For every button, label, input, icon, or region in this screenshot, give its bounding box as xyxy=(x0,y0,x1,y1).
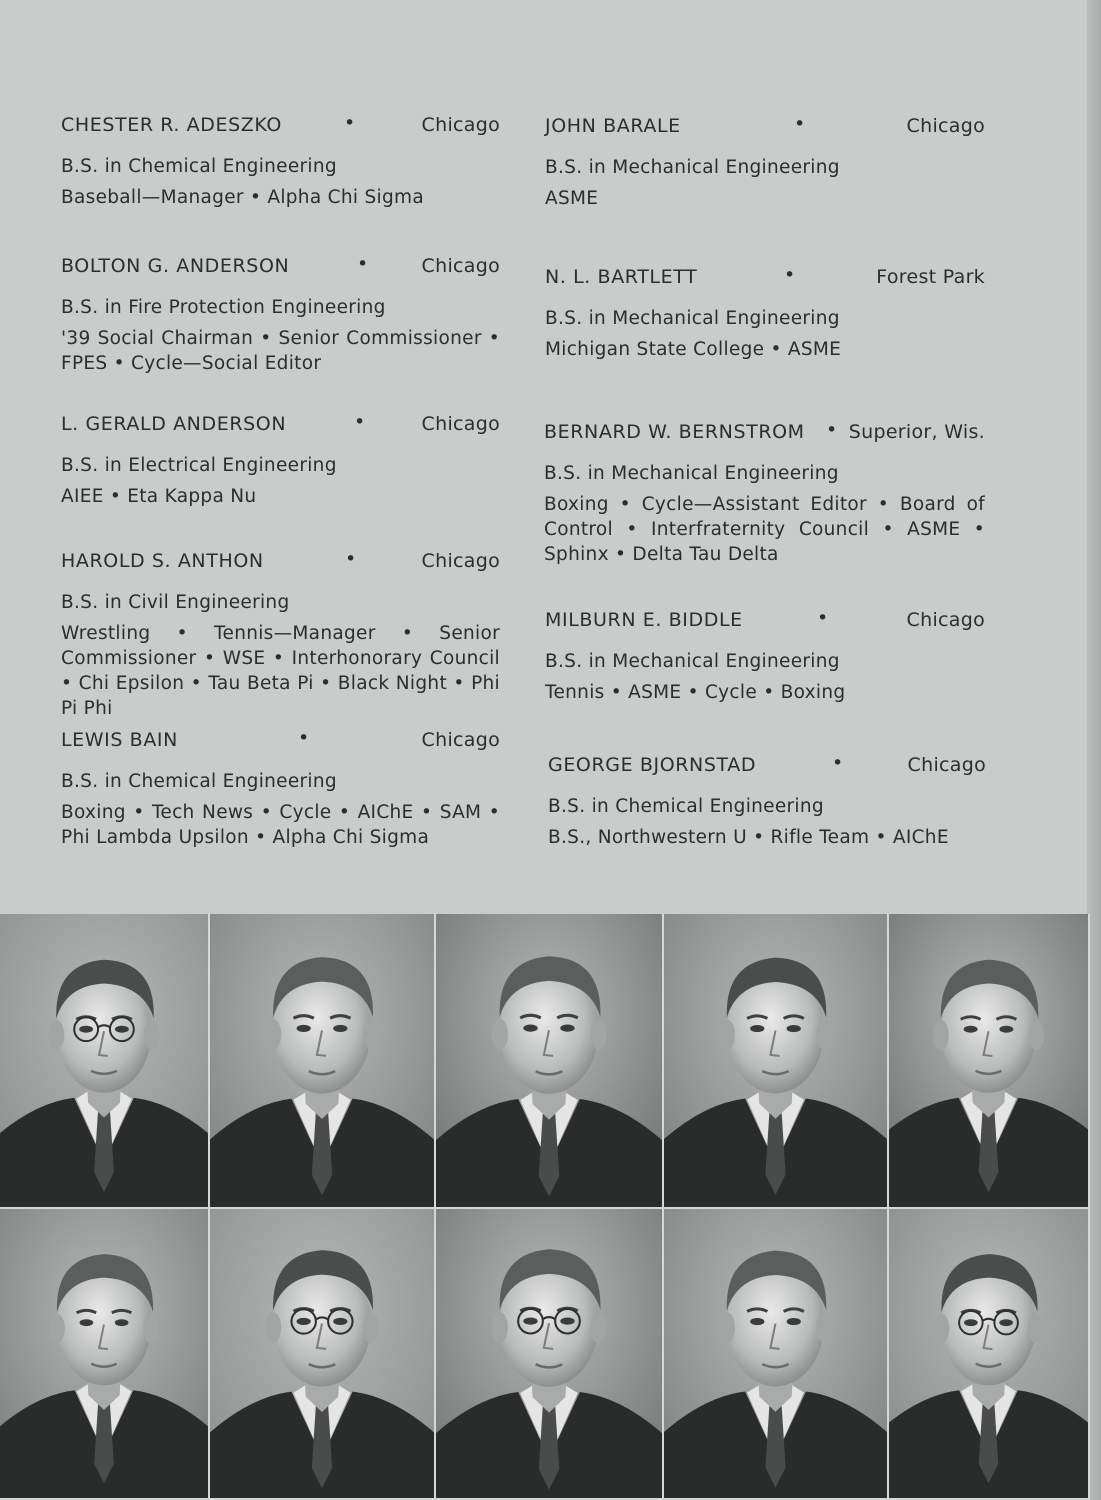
entry-activities: '39 Social Chairman • Senior Commissioner • FPES • Cycle—Social Editor xyxy=(61,328,500,374)
entry-anthon xyxy=(61,550,500,721)
separator-dot: • xyxy=(817,607,829,629)
entry-name: HAROLD S. ANTHON xyxy=(61,550,264,572)
entry-city: Chicago xyxy=(421,729,500,751)
portrait-photo xyxy=(436,914,664,1209)
entry-activities: B.S., Northwestern U • Rifle Team • AIChE xyxy=(548,827,949,848)
entry-city: Forest Park xyxy=(876,266,985,288)
entry-degree: B.S. in Mechanical Engineering xyxy=(544,463,839,484)
portrait-photo xyxy=(889,914,1090,1209)
entry-degree: B.S. in Fire Protection Engineering xyxy=(61,297,386,318)
entry-bjornstad xyxy=(548,754,986,850)
separator-dot: • xyxy=(344,112,356,134)
entry-name: L. GERALD ANDERSON xyxy=(61,413,287,435)
entry-name: BERNARD W. BERNSTROM xyxy=(544,421,805,443)
entry-degree: B.S. in Electrical Engineering xyxy=(61,455,337,476)
portrait-silhouette xyxy=(0,1209,208,1498)
entry-activities: Tennis • ASME • Cycle • Boxing xyxy=(545,682,846,703)
separator-dot: • xyxy=(794,113,806,135)
portrait-silhouette xyxy=(436,914,662,1207)
entry-name: LEWIS BAIN xyxy=(61,729,178,751)
separator-dot: • xyxy=(832,752,844,774)
separator-dot: • xyxy=(784,264,796,286)
entry-degree: B.S. in Mechanical Engineering xyxy=(545,651,840,672)
portrait-photo xyxy=(664,1209,889,1500)
entry-activities: Wrestling • Tennis—Manager • Senior Commissioner • WSE • Interhonorary Council • Chi Epsilon • Tau Beta Pi • Black Night • Phi Pi Phi xyxy=(61,623,500,719)
portrait-silhouette xyxy=(664,1209,887,1498)
separator-dot: • xyxy=(298,727,310,749)
entry-name: BOLTON G. ANDERSON xyxy=(61,255,290,277)
entry-bernstrom xyxy=(544,421,985,567)
portrait-photo xyxy=(210,1209,436,1500)
entry-city: Chicago xyxy=(421,413,500,435)
entry-city: Chicago xyxy=(421,255,500,277)
entry-city: Chicago xyxy=(906,609,985,631)
portrait-silhouette xyxy=(210,1209,434,1498)
entry-activities: Baseball—Manager • Alpha Chi Sigma xyxy=(61,187,425,208)
portrait-silhouette xyxy=(889,914,1088,1207)
entry-name: CHESTER R. ADESZKO xyxy=(61,114,282,136)
entry-gerald-anderson xyxy=(61,413,500,509)
entry-degree: B.S. in Chemical Engineering xyxy=(61,771,337,792)
entry-bartlett xyxy=(545,266,985,362)
portrait-silhouette xyxy=(0,914,208,1207)
portrait-grid xyxy=(0,914,1090,1500)
entry-city: Chicago xyxy=(907,754,986,776)
entry-activities: ASME xyxy=(545,188,599,209)
entry-degree: B.S. in Civil Engineering xyxy=(61,592,290,613)
entry-activities: AIEE • Eta Kappa Nu xyxy=(61,486,257,507)
separator-dot: • xyxy=(354,411,366,433)
entry-activities: Boxing • Cycle—Assistant Editor • Board of Control • Interfraternity Council • ASME • Sphinx • Delta Tau Delta xyxy=(544,494,985,565)
entry-city: Chicago xyxy=(906,115,985,137)
separator-dot: • xyxy=(826,419,838,441)
entry-bolton-anderson xyxy=(61,255,500,376)
portrait-silhouette xyxy=(436,1209,662,1498)
entry-name: N. L. BARTLETT xyxy=(545,266,698,288)
portrait-photo xyxy=(436,1209,664,1500)
portrait-photo xyxy=(210,914,436,1209)
entry-activities: Michigan State College • ASME xyxy=(545,339,842,360)
entry-city: Superior, Wis. xyxy=(848,421,985,443)
entry-degree: B.S. in Chemical Engineering xyxy=(548,796,824,817)
portrait-photo xyxy=(0,914,210,1209)
portrait-silhouette xyxy=(889,1209,1088,1498)
entry-biddle xyxy=(545,609,985,705)
entry-bain xyxy=(61,729,500,850)
entry-degree: B.S. in Chemical Engineering xyxy=(61,156,337,177)
portrait-photo xyxy=(0,1209,210,1500)
entry-barale xyxy=(545,115,985,211)
portrait-photo xyxy=(889,1209,1090,1500)
separator-dot: • xyxy=(357,253,369,275)
entry-name: MILBURN E. BIDDLE xyxy=(545,609,743,631)
entry-city: Chicago xyxy=(421,550,500,572)
entry-degree: B.S. in Mechanical Engineering xyxy=(545,308,840,329)
entry-degree: B.S. in Mechanical Engineering xyxy=(545,157,840,178)
entry-city: Chicago xyxy=(421,114,500,136)
entry-activities: Boxing • Tech News • Cycle • AIChE • SAM • Phi Lambda Upsilon • Alpha Chi Sigma xyxy=(61,802,500,848)
entry-adeszko xyxy=(61,114,500,210)
entry-name: JOHN BARALE xyxy=(545,115,681,137)
portrait-photo xyxy=(664,914,889,1209)
entry-name: GEORGE BJORNSTAD xyxy=(548,754,757,776)
portrait-silhouette xyxy=(664,914,887,1207)
portrait-silhouette xyxy=(210,914,434,1207)
separator-dot: • xyxy=(345,548,357,570)
